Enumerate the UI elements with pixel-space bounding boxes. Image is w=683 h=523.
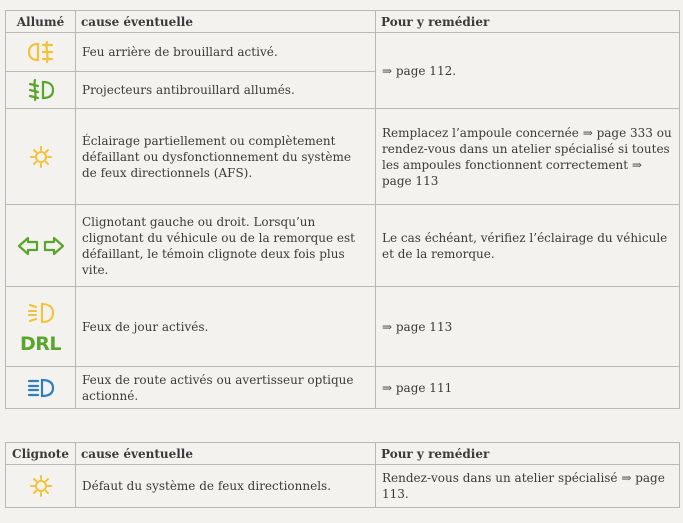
cause-cell: Projecteurs antibrouillard allumés. — [76, 72, 376, 109]
remedy-cell: Rendez-vous dans un atelier spécialisé ⇒ page 113. — [376, 465, 680, 508]
cause-cell: Feu arrière de brouillard activé. — [76, 33, 376, 72]
rear-fog-light-icon — [25, 40, 57, 64]
icon-cell — [6, 287, 76, 367]
lights-on-table — [5, 10, 680, 409]
header-status: Allumé — [6, 11, 76, 33]
remedy-cell: Remplacez l’ampoule concernée ⇒ page 333 ou rendez-vous dans un atelier spécialisé si toutes les ampoules fonctionnent correctement ⇒ page 113 — [376, 109, 680, 205]
icon-cell — [6, 72, 76, 109]
lights-flashing-table — [5, 442, 680, 508]
remedy-cell — [376, 33, 680, 109]
page-link[interactable]: ⇒ page 113 — [382, 319, 453, 334]
table-row — [6, 205, 680, 287]
icon-cell — [6, 33, 76, 72]
page-link[interactable]: ⇒ page 112. — [382, 63, 457, 78]
remedy-cell: Le cas échéant, vérifiez l’éclairage du véhicule et de la remorque. — [376, 205, 680, 287]
table-header-row — [6, 443, 680, 465]
table-header-row — [6, 11, 680, 33]
drl-icon-label: DRL — [19, 332, 61, 355]
turn-signal-icon — [16, 234, 66, 258]
afs-light-icon — [28, 474, 54, 498]
icon-cell — [6, 205, 76, 287]
header-status: Clignote — [6, 443, 76, 465]
cause-cell: Défaut du système de feux directionnels. — [76, 465, 376, 508]
cause-cell: Feux de jour activés. — [76, 287, 376, 367]
remedy-cell — [376, 287, 680, 367]
afs-light-icon — [28, 145, 54, 169]
cause-cell: Feux de route activés ou avertisseur optique actionné. — [76, 367, 376, 409]
icon-cell — [6, 109, 76, 205]
high-beam-icon — [25, 376, 57, 400]
daytime-running-light-icon — [26, 300, 56, 326]
table-row — [6, 465, 680, 508]
page-link[interactable]: ⇒ page 111 — [382, 380, 453, 395]
header-cause: cause éventuelle — [76, 11, 376, 33]
remedy-cell — [376, 367, 680, 409]
header-cause: cause éventuelle — [76, 443, 376, 465]
header-remedy: Pour y remédier — [376, 11, 680, 33]
table-row — [6, 33, 680, 72]
header-remedy: Pour y remédier — [376, 443, 680, 465]
front-fog-light-icon — [25, 78, 57, 102]
cause-cell: Éclairage partiellement ou complètement défaillant ou dysfonctionnement du système de feux directionnels (AFS). — [76, 109, 376, 205]
cause-cell: Clignotant gauche ou droit. Lorsqu’un clignotant du véhicule ou de la remorque est défaillant, le témoin clignote deux fois plus vite. — [76, 205, 376, 287]
icon-cell — [6, 465, 76, 508]
table-row — [6, 367, 680, 409]
table-row — [6, 109, 680, 205]
icon-cell — [6, 367, 76, 409]
table-row — [6, 287, 680, 367]
